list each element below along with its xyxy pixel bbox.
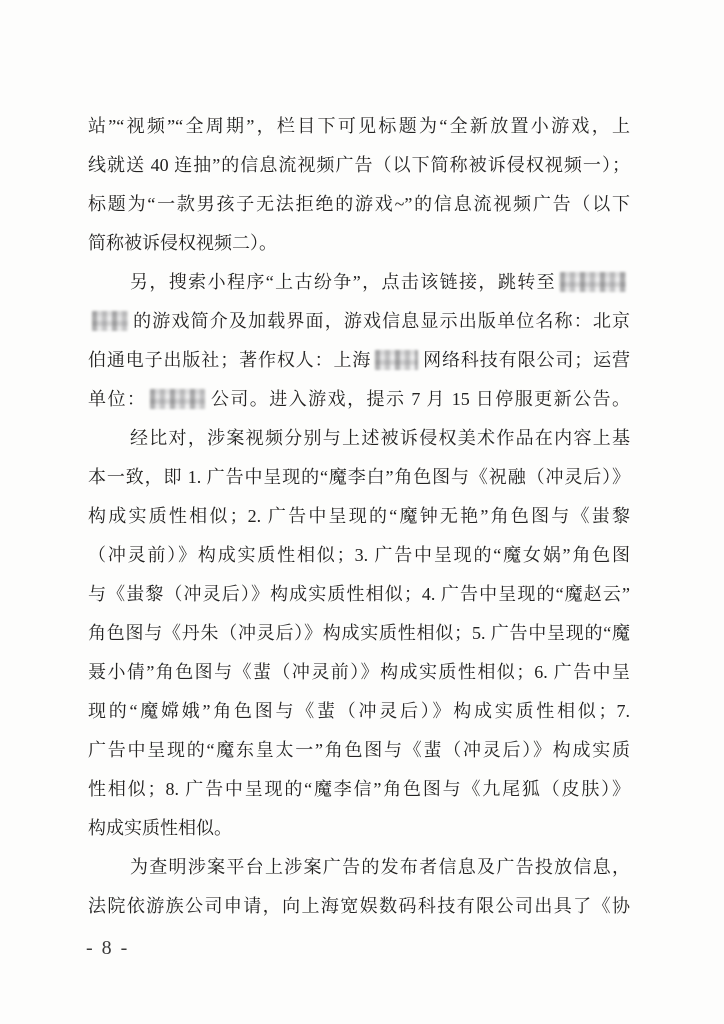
- text-line: [88, 146, 630, 185]
- text-line: [88, 731, 630, 770]
- text-line: [88, 653, 630, 692]
- redacted-text: [150, 389, 205, 409]
- line-text: （冲灵前）》构成实质性相似；3. 广告中呈现的“魔女娲”角色图: [88, 545, 630, 565]
- text-line: [88, 536, 630, 575]
- line-text: 性相似；8. 广告中呈现的“魔李信”角色图与《九尾狐（皮肤）》: [88, 779, 630, 799]
- text-line: [88, 575, 630, 614]
- line-text: 简称被诉侵权视频二）。: [88, 233, 277, 253]
- line-text: 另，搜索小程序“上古纷争”，点击该链接，跳转至: [130, 272, 556, 292]
- document-text: [88, 107, 630, 926]
- line-text: 的游戏简介及加载界面，游戏信息显示出版单位名称：北京: [132, 311, 630, 331]
- line-text: 角色图与《丹朱（冲灵后）》构成实质性相似；5. 广告中呈现的“魔: [88, 623, 630, 643]
- text-line: [88, 848, 630, 887]
- line-text: 单位：: [88, 389, 147, 409]
- line-text: 网络科技有限公司；运营: [422, 350, 630, 370]
- redacted-text: [560, 272, 626, 292]
- text-line: [88, 419, 630, 458]
- line-text: 公司。进入游戏，提示 7 月 15 日停服更新公告。: [209, 389, 630, 409]
- text-line: [88, 809, 630, 848]
- line-text: 构成实质性相似；2. 广告中呈现的“魔钟无艳”角色图与《蚩黎: [88, 506, 630, 526]
- redacted-text: [375, 350, 418, 370]
- page-number: - 8 -: [86, 937, 130, 959]
- line-text: 为查明涉案平台上涉案广告的发布者信息及广告投放信息，: [130, 857, 630, 877]
- line-text: 伯通电子出版社；著作权人：上海: [88, 350, 372, 370]
- line-text: 站”“视频”“全周期”，栏目下可见标题为“全新放置小游戏，上: [88, 116, 630, 136]
- text-line: [88, 107, 630, 146]
- line-text: 与《蚩黎（冲灵后）》构成实质性相似；4. 广告中呈现的“魔赵云”: [88, 584, 630, 604]
- text-line: [88, 224, 630, 263]
- text-line: [88, 263, 630, 302]
- line-text: 现的“魔嫦娥”角色图与《蜚（冲灵后）》构成实质性相似；7.: [88, 701, 630, 721]
- redacted-text: [92, 311, 128, 331]
- line-text: 本一致，即 1. 广告中呈现的“魔李白”角色图与《祝融（冲灵后）》: [88, 467, 630, 487]
- text-line: [88, 380, 630, 419]
- line-text: 经比对，涉案视频分别与上述被诉侵权美术作品在内容上基: [130, 428, 630, 448]
- line-text: 法院依游族公司申请，向上海宽娱数码科技有限公司出具了《协: [88, 896, 630, 916]
- text-line: [88, 887, 630, 926]
- line-text: 广告中呈现的“魔东皇太一”角色图与《蜚（冲灵后）》构成实质: [88, 740, 630, 760]
- text-line: [88, 770, 630, 809]
- text-line: [88, 185, 630, 224]
- text-line: [88, 614, 630, 653]
- line-text: 标题为“一款男孩子无法拒绝的游戏~”的信息流视频广告（以下: [88, 194, 630, 214]
- text-line: [88, 341, 630, 380]
- text-line: [88, 692, 630, 731]
- text-line: [88, 458, 630, 497]
- text-line: [88, 302, 630, 341]
- text-line: [88, 497, 630, 536]
- line-text: 构成实质性相似。: [88, 818, 232, 838]
- line-text: 线就送 40 连抽”的信息流视频广告（以下简称被诉侵权视频一）；: [88, 155, 630, 175]
- line-text: 聂小倩”角色图与《蜚（冲灵前）》构成实质性相似；6. 广告中呈: [88, 662, 630, 682]
